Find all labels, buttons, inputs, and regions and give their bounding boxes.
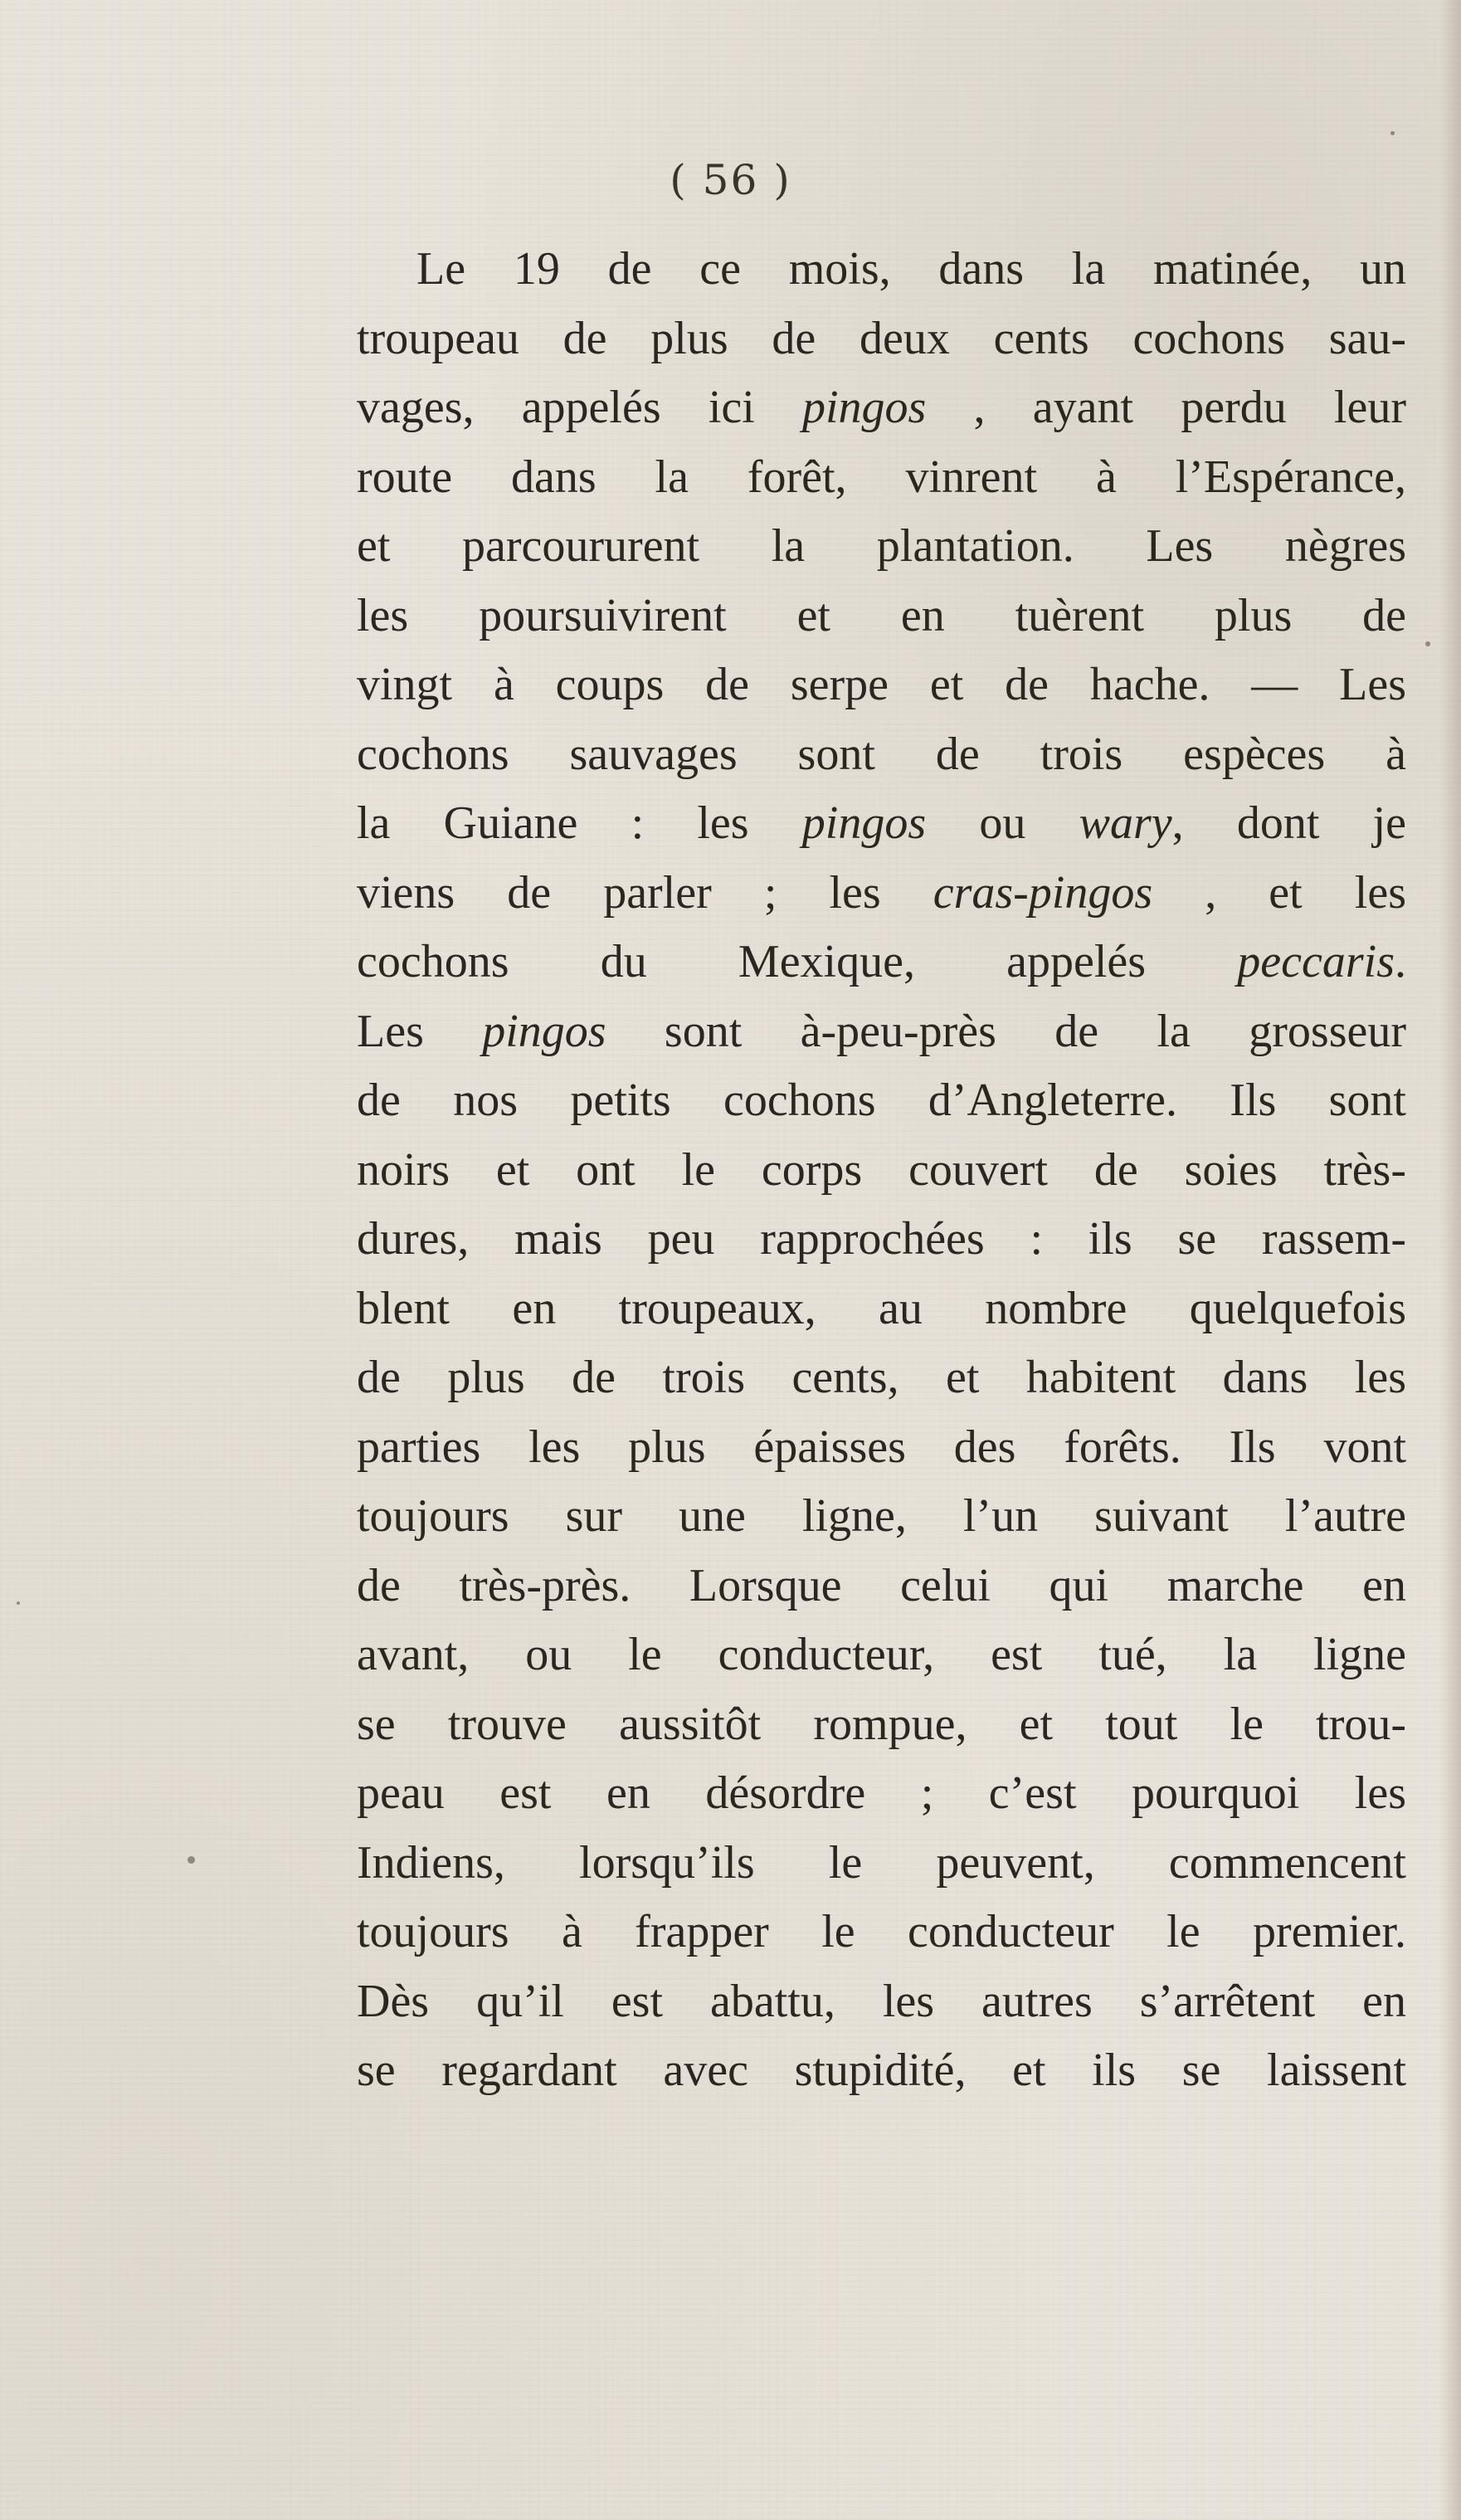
text-line: troupeau de plus de deux cents cochons sau- bbox=[357, 312, 1406, 364]
text-line: blent en troupeaux, au nombre quelquefois bbox=[357, 1282, 1406, 1334]
page-edge-shadow bbox=[1439, 0, 1461, 2520]
body-text bbox=[357, 235, 1406, 2106]
text-line: cochons sauvages sont de trois espèces à bbox=[357, 728, 1406, 780]
text-line: Le 19 de ce mois, dans la matinée, un bbox=[416, 243, 1406, 295]
text-line: de nos petits cochons d’Angleterre. Ils sont bbox=[357, 1075, 1406, 1126]
page-number: ( 56 ) bbox=[670, 156, 791, 204]
text-line: se regardant avec stupidité, et ils se laissent bbox=[357, 2045, 1406, 2096]
text-line: et parcoururent la plantation. Les nègres bbox=[357, 520, 1406, 572]
text-line: noirs et ont le corps couvert de soies très- bbox=[357, 1143, 1406, 1196]
text-line: de très-près. Lorsque celui qui marche en bbox=[357, 1559, 1406, 1611]
text-line: viens de parler ; les cras-pingos , et les bbox=[357, 866, 1406, 919]
text-line: Indiens, lorsqu’ils le peuvent, commencent bbox=[357, 1836, 1406, 1889]
text-line: toujours sur une ligne, l’un suivant l’autre bbox=[357, 1490, 1406, 1542]
text-line: avant, ou le conducteur, est tué, la ligne bbox=[357, 1629, 1406, 1680]
text-line: les poursuivirent et en tuèrent plus de bbox=[357, 589, 1406, 641]
paper-speck bbox=[187, 1856, 195, 1864]
paper-speck bbox=[1425, 641, 1430, 646]
text-line: vingt à coups de serpe et de hache. — Les bbox=[357, 659, 1406, 710]
text-line: Les pingos sont à-peu-près de la grosseur bbox=[357, 1005, 1406, 1057]
text-line: de plus de trois cents, et habitent dans les bbox=[357, 1352, 1406, 1403]
paper-speck bbox=[1390, 131, 1395, 135]
text-line: route dans la forêt, vinrent à l’Espérance, bbox=[357, 451, 1406, 503]
text-line: se trouve aussitôt rompue, et tout le trou- bbox=[357, 1698, 1406, 1750]
text-line: la Guiane : les pingos ou wary, dont je bbox=[357, 797, 1407, 849]
text-line: vages, appelés ici pingos , ayant perdu leur bbox=[357, 382, 1406, 433]
text-line: parties les plus épaisses des forêts. Ils vont bbox=[357, 1421, 1406, 1473]
text-line: peau est en désordre ; c’est pourquoi les bbox=[357, 1767, 1406, 1819]
text-line: toujours à frapper le conducteur le premier. bbox=[357, 1906, 1406, 1957]
text-line: cochons du Mexique, appelés peccaris. bbox=[357, 936, 1406, 987]
text-line: dures, mais peu rapprochées : ils se rassem- bbox=[357, 1213, 1406, 1265]
paper-speck bbox=[17, 1601, 20, 1605]
text-line: Dès qu’il est abattu, les autres s’arrêtent en bbox=[357, 1975, 1406, 2027]
